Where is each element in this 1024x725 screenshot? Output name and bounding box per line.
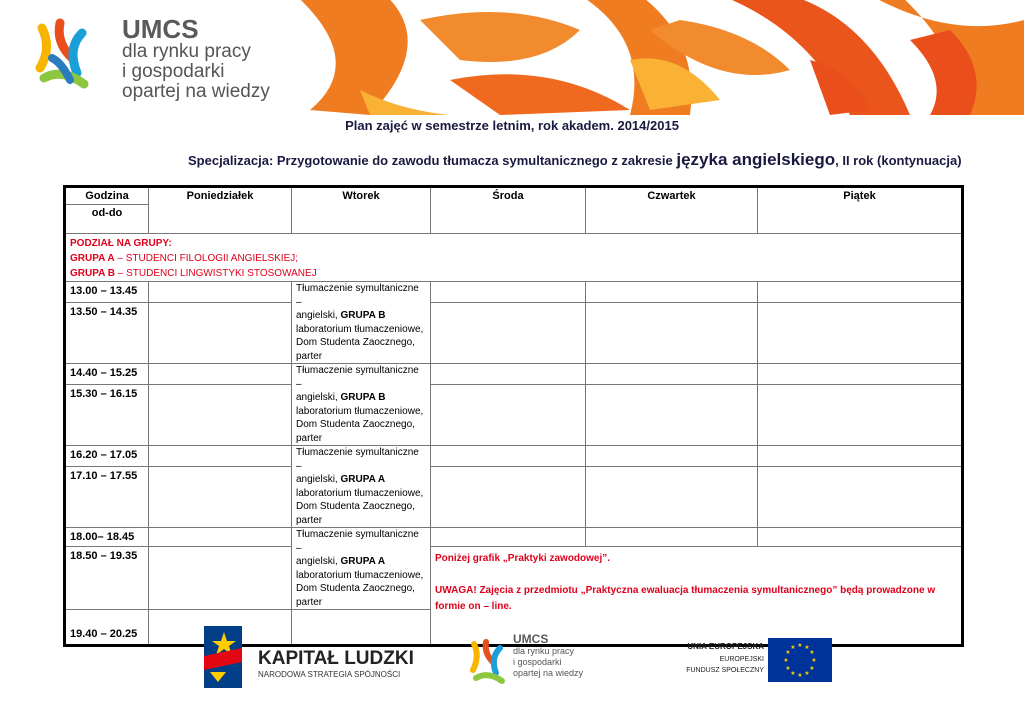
class-cell xyxy=(292,528,431,610)
group-a-label: GRUPA A xyxy=(70,253,115,264)
time-cell: 18.00– 18.45 xyxy=(65,528,149,547)
group-b-text: – STUDENCI LINGWISTYKI STOSOWANEJ xyxy=(115,268,317,279)
class-language: angielski, xyxy=(296,310,341,321)
page-header xyxy=(0,0,1024,115)
class-floor: parter xyxy=(296,596,323,608)
class-floor: parter xyxy=(296,350,323,362)
svg-text:★: ★ xyxy=(783,657,789,664)
class-title: Tłumaczenie symultaniczne – xyxy=(296,529,419,554)
class-floor: parter xyxy=(296,514,323,526)
class-language: angielski, xyxy=(296,556,341,567)
class-cell xyxy=(292,364,431,446)
practice-notice: Poniżej grafik „Praktyki zawodowej”. xyxy=(435,553,611,564)
class-building: Dom Studenta Zaocznego, xyxy=(296,583,415,594)
umcs-emblem-icon xyxy=(32,18,92,98)
time-cell: 16.20 – 17.05 xyxy=(65,446,149,467)
specialization-suffix: , II rok (kontynuacja) xyxy=(835,153,962,168)
table-row xyxy=(65,446,963,467)
kapital-ludzki-logo xyxy=(200,622,420,697)
class-floor: parter xyxy=(296,432,323,444)
kapital-ludzki-emblem-icon xyxy=(200,622,248,692)
kapital-ludzki-subtitle: NARODOWA STRATEGIA SPÓJNOŚCI xyxy=(258,670,401,679)
column-header-monday: Poniedziałek xyxy=(149,187,292,234)
table-row xyxy=(65,364,963,385)
class-title: Tłumaczenie symultaniczne – xyxy=(296,283,419,308)
decorative-brush-strokes xyxy=(250,0,1024,115)
groups-title: PODZIAŁ NA GRUPY: xyxy=(70,238,172,249)
online-warning: UWAGA! Zajęcia z przedmiotu „Praktyczna ewaluacja tłumaczenia symultanicznego” będą prowadzone w formie on – line. xyxy=(435,585,936,612)
svg-text:★: ★ xyxy=(790,670,796,677)
time-cell: 18.50 – 19.35 xyxy=(65,547,149,610)
umcs-small-emblem-icon xyxy=(468,638,508,688)
groups-info xyxy=(65,234,963,282)
eu-flag-icon xyxy=(768,638,832,682)
page-footer xyxy=(0,620,1024,725)
table-row xyxy=(65,467,963,528)
specialization-language: języka angielskiego xyxy=(676,150,836,169)
eu-line: UNIA EUROPEJSKA xyxy=(687,642,764,651)
umcs-logo-line: dla rynku pracy xyxy=(122,41,251,62)
class-group: GRUPA A xyxy=(340,474,386,485)
group-b-label: GRUPA B xyxy=(70,268,115,279)
class-room: laboratorium tłumaczeniowe, xyxy=(296,405,424,417)
umcs-logo-title: UMCS xyxy=(122,14,199,44)
time-cell: 17.10 – 17.55 xyxy=(65,467,149,528)
svg-text:★: ★ xyxy=(804,644,810,651)
specialization-title xyxy=(188,150,962,170)
groups-row xyxy=(65,234,963,282)
class-language: angielski, xyxy=(296,474,341,485)
column-header-friday: Piątek xyxy=(758,187,963,234)
table-row xyxy=(65,303,963,364)
umcs-small-line: dla rynku pracy xyxy=(513,646,575,656)
umcs-logo xyxy=(32,14,272,104)
class-language: angielski, xyxy=(296,392,341,403)
column-header-tuesday: Wtorek xyxy=(292,187,431,234)
svg-text:★: ★ xyxy=(809,665,815,672)
time-cell: 13.00 – 13.45 xyxy=(65,282,149,303)
column-header-thursday: Czwartek xyxy=(586,187,758,234)
svg-text:★: ★ xyxy=(804,670,810,677)
umcs-small-title: UMCS xyxy=(513,632,549,646)
svg-text:★: ★ xyxy=(785,665,791,672)
schedule-table xyxy=(63,185,964,647)
class-cell xyxy=(292,446,431,528)
svg-text:★: ★ xyxy=(797,672,803,679)
eu-logo xyxy=(640,634,840,694)
class-group: GRUPA A xyxy=(340,556,386,567)
column-header-wednesday: Środa xyxy=(431,187,586,234)
table-row xyxy=(65,547,963,610)
svg-text:★: ★ xyxy=(797,642,803,649)
umcs-logo-line: opartej na wiedzy xyxy=(122,81,270,102)
class-building: Dom Studenta Zaocznego, xyxy=(296,419,415,430)
eu-line: FUNDUSZ SPOŁECZNY xyxy=(686,667,764,674)
time-cell: 14.40 – 15.25 xyxy=(65,364,149,385)
class-building: Dom Studenta Zaocznego, xyxy=(296,501,415,512)
table-row xyxy=(65,528,963,547)
table-row xyxy=(65,282,963,303)
time-cell: 13.50 – 14.35 xyxy=(65,303,149,364)
class-group: GRUPA B xyxy=(340,392,386,403)
specialization-prefix: Specjalizacja: Przygotowanie do zawodu tłumacza symultanicznego z zakresie xyxy=(188,153,677,168)
umcs-small-logo xyxy=(468,632,598,697)
svg-text:★: ★ xyxy=(785,649,791,656)
time-cell: 15.30 – 16.15 xyxy=(65,385,149,446)
group-a-text: – STUDENCI FILOLOGII ANGIELSKIEJ; xyxy=(114,253,299,264)
class-title: Tłumaczenie symultaniczne – xyxy=(296,365,419,390)
class-room: laboratorium tłumaczeniowe, xyxy=(296,487,424,499)
svg-text:★: ★ xyxy=(809,649,815,656)
class-room: laboratorium tłumaczeniowe, xyxy=(296,569,424,581)
class-room: laboratorium tłumaczeniowe, xyxy=(296,323,424,335)
umcs-logo-line: i gospodarki xyxy=(122,61,225,82)
svg-text:★: ★ xyxy=(790,644,796,651)
class-building: Dom Studenta Zaocznego, xyxy=(296,337,415,348)
column-header-hour: Godzina xyxy=(65,187,149,205)
kapital-ludzki-title: KAPITAŁ LUDZKI xyxy=(258,648,414,669)
table-row xyxy=(65,385,963,446)
eu-line: EUROPEJSKI xyxy=(719,656,764,663)
document-title: Plan zajęć w semestrze letnim, rok akadem. 2014/2015 xyxy=(345,118,679,133)
class-cell xyxy=(292,282,431,364)
column-header-hour-sub: od-do xyxy=(65,205,149,234)
table-header-row xyxy=(65,187,963,205)
class-title: Tłumaczenie symultaniczne – xyxy=(296,447,419,472)
svg-text:★: ★ xyxy=(811,657,817,664)
umcs-small-line: opartej na wiedzy xyxy=(513,668,584,678)
time-cell: 19.40 – 20.25 xyxy=(65,610,149,646)
umcs-small-line: i gospodarki xyxy=(513,657,562,667)
class-group: GRUPA B xyxy=(340,310,386,321)
